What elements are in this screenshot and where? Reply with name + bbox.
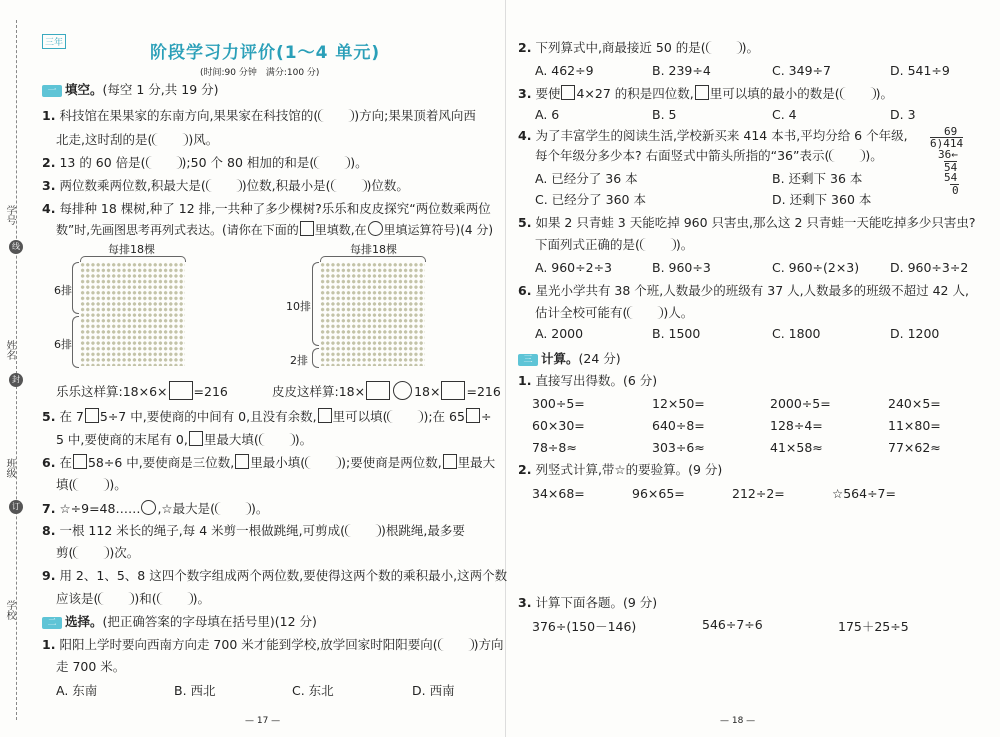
box-icon xyxy=(443,454,457,469)
choice-question-6: 6. 星光小学共有 38 个班,人数最少的班级有 37 人,人数最多的班级不超过 42 人, xyxy=(518,283,969,298)
lele-calculation: 乐乐这样算:18×6× =216 xyxy=(56,381,228,400)
section-title: 计算。 xyxy=(541,351,579,366)
mixed-item[interactable]: 376÷(150－146) xyxy=(532,619,637,634)
option-b[interactable]: B. 239÷4 xyxy=(652,63,711,78)
option-d[interactable]: D. 541÷9 xyxy=(890,63,950,78)
fig-left-label-b: 6排 xyxy=(54,338,72,351)
question-2: 2. 13 的 60 倍是( );50 个 80 相加的和是( )。 xyxy=(42,155,368,170)
ld-dividend: 6)414 xyxy=(930,137,964,150)
option-d[interactable]: D. 还剩下 360 本 xyxy=(772,192,872,207)
spine-label-id: 学号 xyxy=(4,205,15,225)
mental-item[interactable]: 11×80= xyxy=(888,418,941,433)
mental-item[interactable]: 240×5= xyxy=(888,396,941,411)
mental-item[interactable]: 41×58≈ xyxy=(770,440,823,455)
mental-item[interactable]: 78÷8≈ xyxy=(532,440,577,455)
question-6-cont: 填( )。 xyxy=(56,477,127,492)
question-4-cont: 数”时,先画图思考再列式表达。(请你在下面的 里填数,在 里填运算符号)(4 分) xyxy=(56,223,494,237)
option-c[interactable]: C. 960÷(2×3) xyxy=(772,260,860,275)
section-note: (把正确答案的字母填在括号里)(12 分) xyxy=(102,614,317,629)
fig-left-top-label: 每排18棵 xyxy=(108,243,155,256)
question-8: 8. 一根 112 米长的绳子,每 4 米剪一根做跳绳,可剪成( )根跳绳,最多要 xyxy=(42,523,465,538)
fig-left-label-a: 6排 xyxy=(54,284,72,297)
section-icon: 三 xyxy=(518,354,538,366)
ld-quotient: 69 xyxy=(944,125,958,138)
fig-left-brace-a xyxy=(72,262,79,314)
fig-right-label-a: 10排 xyxy=(286,300,311,313)
answer-blank[interactable] xyxy=(345,524,381,537)
question-6: 6. 在 58÷6 中,要使商是三位数, 里最小填( );要使商是两位数, 里最大 xyxy=(42,455,496,470)
calc-question-3: 3. 计算下面各题。(9 分) xyxy=(518,595,658,610)
mental-item[interactable]: 12×50= xyxy=(652,396,705,411)
option-a[interactable]: A. 960÷2÷3 xyxy=(535,260,612,275)
spine-dot: 线 xyxy=(9,240,23,254)
mental-item[interactable]: 640÷8= xyxy=(652,418,705,433)
mental-item[interactable]: 60×30= xyxy=(532,418,585,433)
answer-blank[interactable] xyxy=(840,87,876,100)
box-icon xyxy=(85,408,99,423)
question-1-cont: 北走,这时刮的是( )风。 xyxy=(56,132,219,147)
answer-box[interactable] xyxy=(441,381,465,400)
tree-grid-right xyxy=(320,262,425,366)
option-c[interactable]: C. 4 xyxy=(772,107,797,122)
box-icon xyxy=(466,408,480,423)
circle-icon xyxy=(141,500,156,515)
grade-tag: 三年 xyxy=(42,34,66,49)
option-c[interactable]: C. 349÷7 xyxy=(772,63,831,78)
box-icon xyxy=(73,454,87,469)
section-note: (24 分) xyxy=(578,351,621,366)
option-a[interactable]: A. 东南 xyxy=(56,683,98,698)
answer-blank[interactable] xyxy=(152,133,188,146)
box-icon xyxy=(189,431,203,446)
calc-question-1: 1. 直接写出得数。(6 分) xyxy=(518,373,658,388)
answer-blank[interactable] xyxy=(73,478,109,491)
answer-blank[interactable] xyxy=(73,546,109,559)
section-note: (每空 1 分,共 19 分) xyxy=(102,82,219,97)
mental-item[interactable]: 303÷6≈ xyxy=(652,440,705,455)
answer-blank[interactable] xyxy=(627,306,663,319)
calc-question-2: 2. 列竖式计算,带☆的要验算。(9 分) xyxy=(518,462,723,477)
fig-right-brace-a xyxy=(312,262,319,346)
option-c[interactable]: C. 1800 xyxy=(772,326,821,341)
fig-right-top-label: 每排18棵 xyxy=(350,243,397,256)
option-d[interactable]: D. 1200 xyxy=(890,326,940,341)
ld-step-3: 54 xyxy=(944,171,958,184)
circle-icon xyxy=(368,221,383,236)
answer-blank[interactable] xyxy=(259,433,295,446)
ld-step-1: 36← xyxy=(938,148,958,161)
fig-left-brace-b xyxy=(72,316,79,368)
answer-box[interactable] xyxy=(169,381,193,400)
fig-right-brace-b xyxy=(312,348,319,368)
answer-blank[interactable] xyxy=(438,638,474,651)
choice-question-6-cont: 估计全校可能有( )人。 xyxy=(535,305,694,320)
option-b[interactable]: B. 还剩下 36 本 xyxy=(772,171,863,186)
section-calculation xyxy=(518,351,621,367)
answer-blank[interactable] xyxy=(318,109,354,122)
section-icon: 二 xyxy=(42,617,62,629)
question-4: 4. 每排种 18 棵树,种了 12 排,一共种了多少棵树?乐乐和皮皮探究“两位数乘两位 xyxy=(42,201,491,216)
mixed-item[interactable]: 175＋25÷5 xyxy=(838,619,909,634)
answer-blank[interactable] xyxy=(305,456,341,469)
spine-label-school: 学校 xyxy=(4,600,15,620)
box-icon xyxy=(561,85,575,100)
operator-circle[interactable] xyxy=(393,381,412,400)
pipi-calculation: 皮皮这样算:18× 18× =216 xyxy=(272,381,501,400)
box-icon xyxy=(695,85,709,100)
question-9-cont: 应该是( )和( )。 xyxy=(56,591,211,606)
vertical-item[interactable]: 212÷2= xyxy=(732,486,785,501)
question-3: 3. 两位数乘两位数,积最大是( )位数,积最小是( )位数。 xyxy=(42,178,409,193)
answer-blank[interactable] xyxy=(331,179,367,192)
section-title: 填空。 xyxy=(65,82,103,97)
long-division xyxy=(926,126,970,198)
box-icon xyxy=(300,221,314,236)
section-choice xyxy=(42,614,317,630)
answer-blank[interactable] xyxy=(314,156,350,169)
section-icon: 一 xyxy=(42,85,62,97)
question-5-cont: 5 中,要使商的末尾有 0, 里最大填( )。 xyxy=(56,432,313,447)
option-d[interactable]: D. 西南 xyxy=(412,683,455,698)
choice-question-4-cont: 每个年级分多少本? 右面竖式中箭头所指的“36”表示( )。 xyxy=(535,148,883,163)
answer-blank[interactable] xyxy=(206,179,242,192)
choice-question-3: 3. 要使 4×27 的积是四位数, 里可以填的最小的数是( )。 xyxy=(518,86,894,101)
choice-question-5-cont: 下面列式正确的是( )。 xyxy=(535,237,694,252)
option-a[interactable]: A. 6 xyxy=(535,107,560,122)
box-icon xyxy=(235,454,249,469)
question-1: 1. 科技馆在果果家的东南方向,果果家在科技馆的( )方向;果果顶着风向西 xyxy=(42,108,476,123)
section-fill-in xyxy=(42,82,219,98)
question-7: 7. ☆÷9=48…… ,☆最大是( )。 xyxy=(42,501,269,516)
vertical-item[interactable]: 34×68= xyxy=(532,486,585,501)
option-b[interactable]: B. 1500 xyxy=(652,326,701,341)
question-9: 9. 用 2、1、5、8 这四个数字组成两个两位数,要使得这两个数的乘积最小,这两个数 xyxy=(42,568,508,583)
page-subtitle: (时间:90 分钟 满分:100 分) xyxy=(200,68,320,78)
question-8-cont: 剪( )次。 xyxy=(56,545,140,560)
spine-dot: 封 xyxy=(9,373,23,387)
question-5: 5. 在 7 5÷7 中,要使商的中间有 0,且没有余数, 里可以填( );在 65 ÷ xyxy=(42,409,492,424)
answer-blank[interactable] xyxy=(98,592,134,605)
answer-blank[interactable] xyxy=(146,156,182,169)
mental-item[interactable]: 77×62≈ xyxy=(888,440,941,455)
answer-box[interactable] xyxy=(366,381,390,400)
mental-item[interactable]: 2000÷5= xyxy=(770,396,831,411)
option-c[interactable]: C. 已经分了 360 本 xyxy=(535,192,646,207)
spine-label-class: 班级 xyxy=(4,458,15,478)
spine-label-name: 姓名 xyxy=(4,340,15,360)
box-icon xyxy=(318,408,332,423)
mixed-item[interactable]: 546÷7÷6 xyxy=(702,617,763,632)
option-d[interactable]: D. 3 xyxy=(890,107,916,122)
vertical-item[interactable]: ☆564÷7= xyxy=(832,486,896,501)
mental-item[interactable]: 300÷5= xyxy=(532,396,585,411)
answer-blank[interactable] xyxy=(387,410,423,423)
section-title: 选择。 xyxy=(65,614,103,629)
option-d[interactable]: D. 960÷3÷2 xyxy=(890,260,969,275)
choice-question-2: 2. 下列算式中,商最接近 50 的是( )。 xyxy=(518,40,760,55)
option-a[interactable]: A. 462÷9 xyxy=(535,63,594,78)
ld-remainder: 0 xyxy=(952,184,959,197)
answer-blank[interactable] xyxy=(706,41,742,54)
choice-question-5: 5. 如果 2 只青蛙 3 天能吃掉 960 只害虫,那么这 2 只青蛙一天能吃掉多少只害虫? xyxy=(518,215,976,230)
choice-question-1-cont: 走 700 米。 xyxy=(56,659,126,674)
page-divider xyxy=(505,0,506,737)
ld-step-2: 54 xyxy=(944,161,958,174)
option-b[interactable]: B. 5 xyxy=(652,107,677,122)
page-title: 阶段学习力评价(1～4 单元) xyxy=(150,43,381,63)
choice-question-4: 4. 为了丰富学生的阅读生活,学校新买来 414 本书,平均分给 6 个年级, xyxy=(518,128,908,143)
answer-blank[interactable] xyxy=(829,149,865,162)
option-a[interactable]: A. 已经分了 36 本 xyxy=(535,171,638,186)
option-b[interactable]: B. 960÷3 xyxy=(652,260,711,275)
option-a[interactable]: A. 2000 xyxy=(535,326,584,341)
option-b[interactable]: B. 西北 xyxy=(174,683,216,698)
answer-blank[interactable] xyxy=(215,502,251,515)
choice-question-1: 1. 阳阳上学时要向西南方向走 700 米才能到学校,放学回家时阳阳要向( )方向 xyxy=(42,637,504,652)
vertical-item[interactable]: 96×65= xyxy=(632,486,685,501)
fig-right-label-b: 2排 xyxy=(290,354,308,367)
answer-blank[interactable] xyxy=(157,592,193,605)
tree-grid-left xyxy=(80,262,185,366)
mental-item[interactable]: 128÷4= xyxy=(770,418,823,433)
page-number-right: — 18 — xyxy=(720,716,756,726)
answer-blank[interactable] xyxy=(640,238,676,251)
page-number-left: — 17 — xyxy=(245,716,281,726)
option-c[interactable]: C. 东北 xyxy=(292,683,334,698)
spine-dot: 订 xyxy=(9,500,23,514)
